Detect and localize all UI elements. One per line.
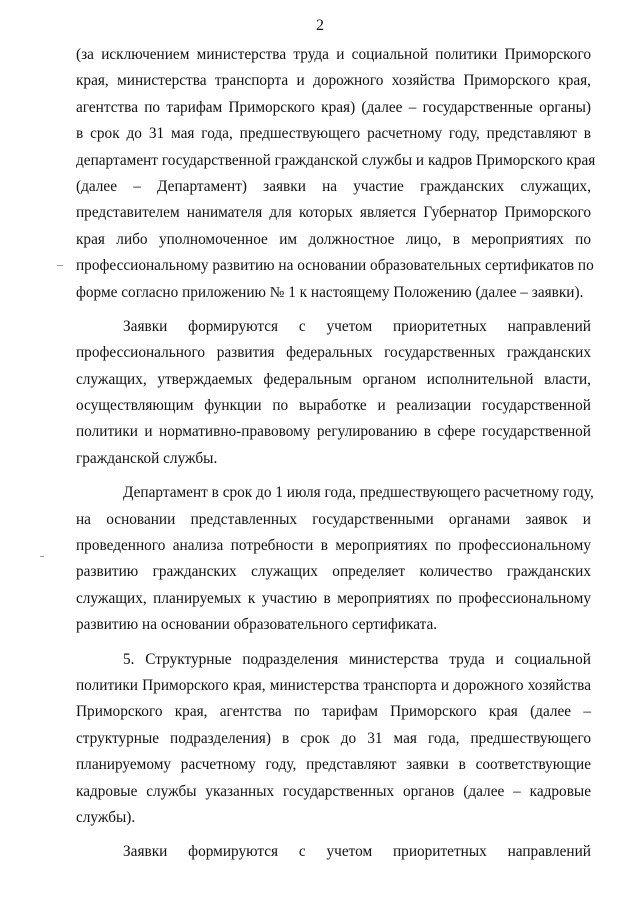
document-body bbox=[76, 42, 596, 866]
text-line: Заявки формируются с учетом приоритетных направлений bbox=[123, 317, 591, 335]
text-line: представителем нанимателя для которых является Губернатор Приморского bbox=[76, 204, 591, 222]
text-line: (за исключением министерства труда и социальной политики Приморского bbox=[76, 46, 591, 63]
text-line: профессионального развития федеральных государственных гражданских bbox=[76, 344, 591, 362]
scan-mark bbox=[40, 556, 44, 557]
text-line: проведенного анализа потребности в мероприятиях по профессиональному bbox=[76, 537, 591, 555]
text-line: развитию гражданских служащих определяет количество гражданских bbox=[76, 563, 591, 581]
text-line: кадровые службы указанных государственных органов (далее – кадровые bbox=[76, 782, 591, 800]
text-line: 5. Структурные подразделения министерства труда и социальной bbox=[123, 650, 591, 668]
text-line: служащих, планируемых к участию в мероприятиях по профессиональному bbox=[76, 589, 591, 607]
text-line: гражданской службы. bbox=[76, 449, 218, 467]
paragraph bbox=[76, 314, 591, 472]
text-line: Департамент в срок до 1 июля года, предшествующего расчетному году, bbox=[123, 484, 594, 502]
paragraph-spacing bbox=[76, 306, 591, 314]
text-line: осуществляющим функции по выработке и реализации государственной bbox=[76, 397, 591, 415]
text-line: развитию на основании образовательного сертификата. bbox=[76, 616, 438, 634]
text-line: на основании представленных государственными органами заявок и bbox=[76, 510, 591, 528]
text-line: структурные подразделения) в срок до 31 мая года, предшествующего bbox=[76, 729, 591, 747]
text-line: края либо уполномоченное им должностное лицо, в мероприятиях по bbox=[76, 230, 591, 248]
paragraph-spacing bbox=[76, 472, 591, 480]
text-line: Приморского края, агентства по тарифам Приморского края (далее – bbox=[76, 703, 591, 721]
scan-mark bbox=[57, 265, 63, 266]
text-line: края, министерства транспорта и дорожного хозяйства Приморского края, bbox=[76, 72, 591, 90]
paragraph bbox=[76, 480, 594, 638]
text-line: службы). bbox=[76, 808, 136, 826]
text-line: Заявки формируются с учетом приоритетных направлений bbox=[123, 843, 591, 861]
text-line: агентства по тарифам Приморского края) (далее – государственные органы) bbox=[76, 98, 591, 116]
paragraph bbox=[76, 839, 591, 865]
text-line: форме согласно приложению № 1 к настоящему Положению (далее – заявки). bbox=[76, 283, 584, 301]
text-line: планируемому расчетному году, представляют заявки в соответствующие bbox=[76, 756, 591, 774]
paragraph bbox=[76, 647, 591, 832]
paragraph bbox=[76, 42, 596, 306]
text-line: политики и нормативно-правовому регулированию в сфере государственной bbox=[76, 423, 591, 441]
paragraph-spacing bbox=[76, 639, 591, 647]
text-line: (далее – Департамент) заявки на участие гражданских служащих, bbox=[76, 177, 591, 195]
text-line: в срок до 31 мая года, предшествующего расчетному году, представляют в bbox=[76, 125, 591, 143]
text-line: служащих, утверждаемых федеральным органом исполнительной власти, bbox=[76, 370, 591, 388]
text-line: политики Приморского края, министерства транспорта и дорожного хозяйства bbox=[76, 676, 591, 694]
paragraph-spacing bbox=[76, 831, 591, 839]
page-number: 2 bbox=[316, 17, 324, 34]
text-line: департамент государственной гражданской службы и кадров Приморского края bbox=[76, 151, 596, 169]
text-line: профессиональному развитию на основании образовательных сертификатов по bbox=[76, 257, 594, 275]
